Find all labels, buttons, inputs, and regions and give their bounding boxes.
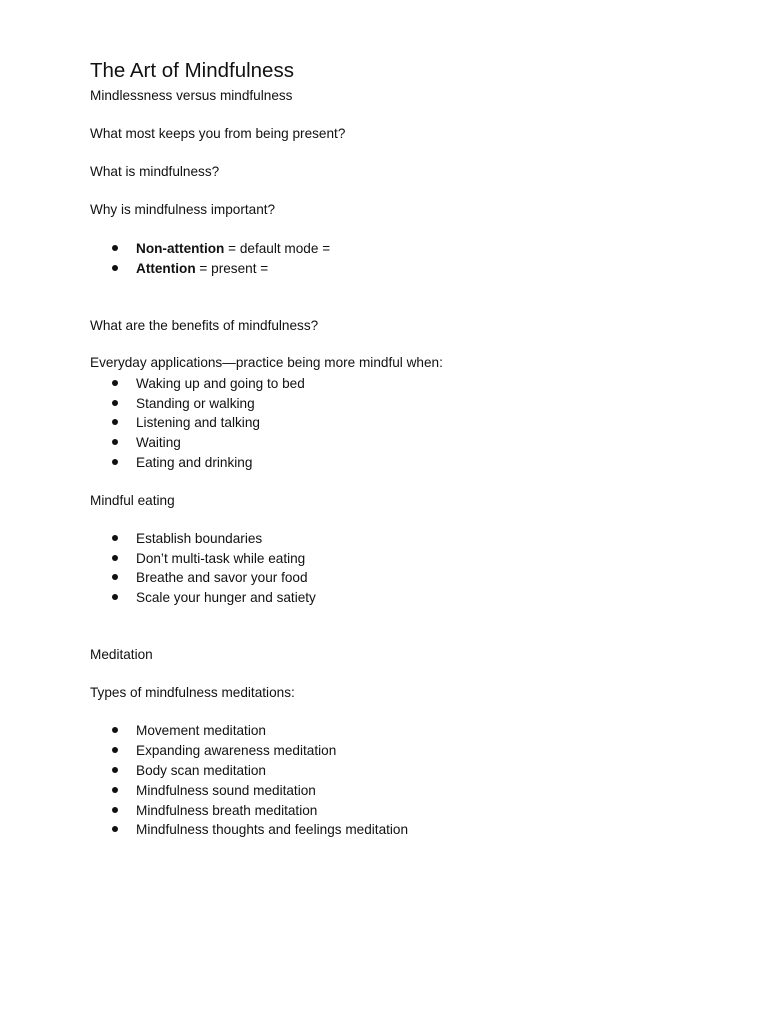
list-item-text: Movement meditation xyxy=(136,723,266,738)
list-item-text: Standing or walking xyxy=(136,396,255,411)
list-item-text: Scale your hunger and satiety xyxy=(136,590,316,605)
bullet-icon xyxy=(112,439,118,445)
list-item-text: Waiting xyxy=(136,435,181,450)
bullet-icon xyxy=(112,245,118,251)
bullet-icon xyxy=(112,419,118,425)
bullet-icon xyxy=(112,574,118,580)
list-item-text: Establish boundaries xyxy=(136,531,263,546)
list-item-text: Breathe and savor your food xyxy=(136,570,308,585)
bullet-icon xyxy=(112,747,118,753)
bullet-icon xyxy=(112,400,118,406)
list-item-text: Mindfulness thoughts and feelings meditation xyxy=(136,822,409,837)
bullet-icon xyxy=(112,594,118,600)
bullet-icon xyxy=(112,767,118,773)
list-item-text xyxy=(136,240,330,258)
bullet-icon xyxy=(112,555,118,561)
question-benefits: What are the benefits of mindfulness? xyxy=(90,318,319,333)
question-why-important: Why is mindfulness important? xyxy=(90,202,276,217)
bullet-icon xyxy=(112,807,118,813)
question-present: What most keeps you from being present? xyxy=(90,126,346,141)
bullet-icon xyxy=(112,265,118,271)
list-item-text: Body scan meditation xyxy=(136,763,266,778)
term-rest: = present = xyxy=(195,261,269,276)
document-title: The Art of Mindfulness xyxy=(90,59,294,82)
mindful-eating-heading: Mindful eating xyxy=(90,493,175,508)
list-item-text xyxy=(136,260,268,278)
list-item-text: Mindfulness sound meditation xyxy=(136,783,316,798)
list-item-text: Don’t multi-task while eating xyxy=(136,551,306,566)
list-item-text: Eating and drinking xyxy=(136,455,253,470)
bullet-icon xyxy=(112,535,118,541)
list-item-text: Expanding awareness meditation xyxy=(136,743,337,758)
question-what-is: What is mindfulness? xyxy=(90,164,220,179)
bullet-icon xyxy=(112,826,118,832)
subtitle: Mindlessness versus mindfulness xyxy=(90,88,293,103)
everyday-heading: Everyday applications—practice being more mindful when: xyxy=(90,355,443,370)
meditation-heading: Meditation xyxy=(90,647,153,662)
list-item-text: Waking up and going to bed xyxy=(136,376,305,391)
meditation-types-heading: Types of mindfulness meditations: xyxy=(90,685,295,700)
list-item-text: Listening and talking xyxy=(136,415,260,430)
list-item-text: Mindfulness breath meditation xyxy=(136,803,318,818)
bullet-icon xyxy=(112,727,118,733)
bullet-icon xyxy=(112,380,118,386)
bullet-icon xyxy=(112,787,118,793)
term-rest: = default mode = xyxy=(224,241,331,256)
term-bold: Attention xyxy=(136,261,196,276)
bullet-icon xyxy=(112,459,118,465)
term-bold: Non-attention xyxy=(136,241,225,256)
